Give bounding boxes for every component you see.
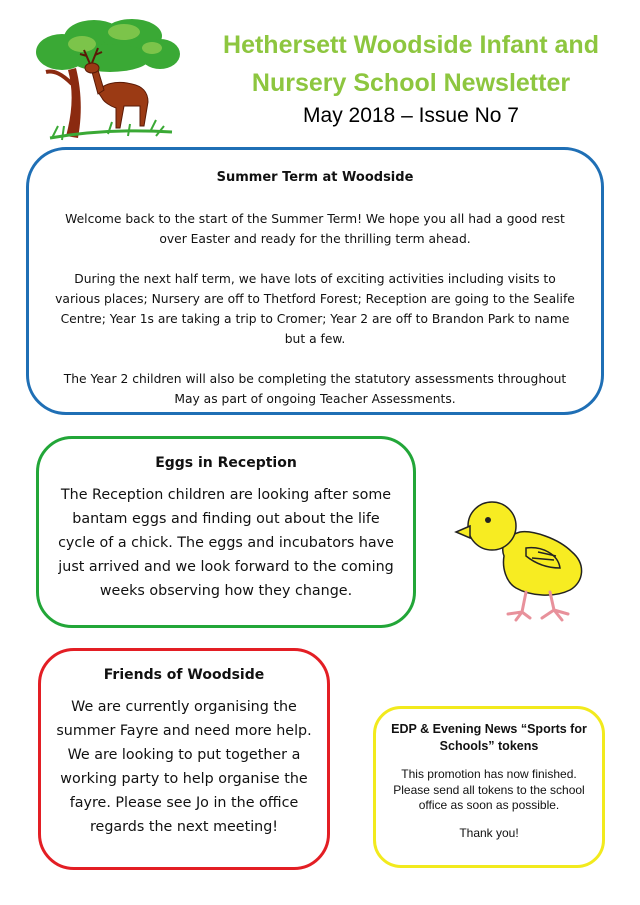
tokens-box (373, 706, 605, 868)
friends-body: We are currently organising the summer Fayre and need more help. We are looking to put together a working party to help organise the fayre. Please see Jo in the office regards the next meeting! (56, 699, 312, 835)
title-line-2: Nursery School Newsletter (251, 69, 571, 97)
summer-term-box (26, 147, 604, 415)
friends-box (38, 648, 330, 870)
school-logo-tree-deer (32, 14, 182, 144)
tokens-heading: EDP & Evening News “Sports for Schools” tokens (391, 722, 587, 753)
chick-illustration (450, 496, 600, 624)
eggs-heading: Eggs in Reception (155, 455, 297, 471)
tokens-thanks: Thank you! (459, 825, 519, 840)
tokens-body: This promotion has now finished. Please send all tokens to the school office as soon as possible. (393, 767, 585, 812)
summer-term-paragraph-2: During the next half term, we have lots of exciting activities including visits to various places; Nursery are off to Thetford Forest; Reception are going to the Sealife Centre; Year 1s are taking a trip to Cromer; Year 2 are off to Brandon Park to name but a few. (55, 272, 575, 346)
summer-term-paragraph-1: Welcome back to the start of the Summer Term! We hope you all had a good rest over Easter and ready for the thrilling term ahead. (65, 212, 565, 246)
eggs-box (36, 436, 416, 628)
friends-heading: Friends of Woodside (103, 667, 265, 683)
title-line-1: Hethersett Woodside Infant and (223, 31, 599, 59)
newsletter-title (196, 26, 626, 102)
issue-label: May 2018 – Issue No 7 (303, 104, 519, 127)
summer-term-heading: Summer Term at Woodside (216, 170, 414, 185)
summer-term-paragraph-3: The Year 2 children will also be completing the statutory assessments throughout May as part of ongoing Teacher Assessments. (63, 372, 567, 406)
eggs-body: The Reception children are looking after some bantam eggs and finding out about the life cycle of a chick. The eggs and incubators have just arrived and we look forward to the coming weeks observing how they change. (58, 487, 394, 599)
